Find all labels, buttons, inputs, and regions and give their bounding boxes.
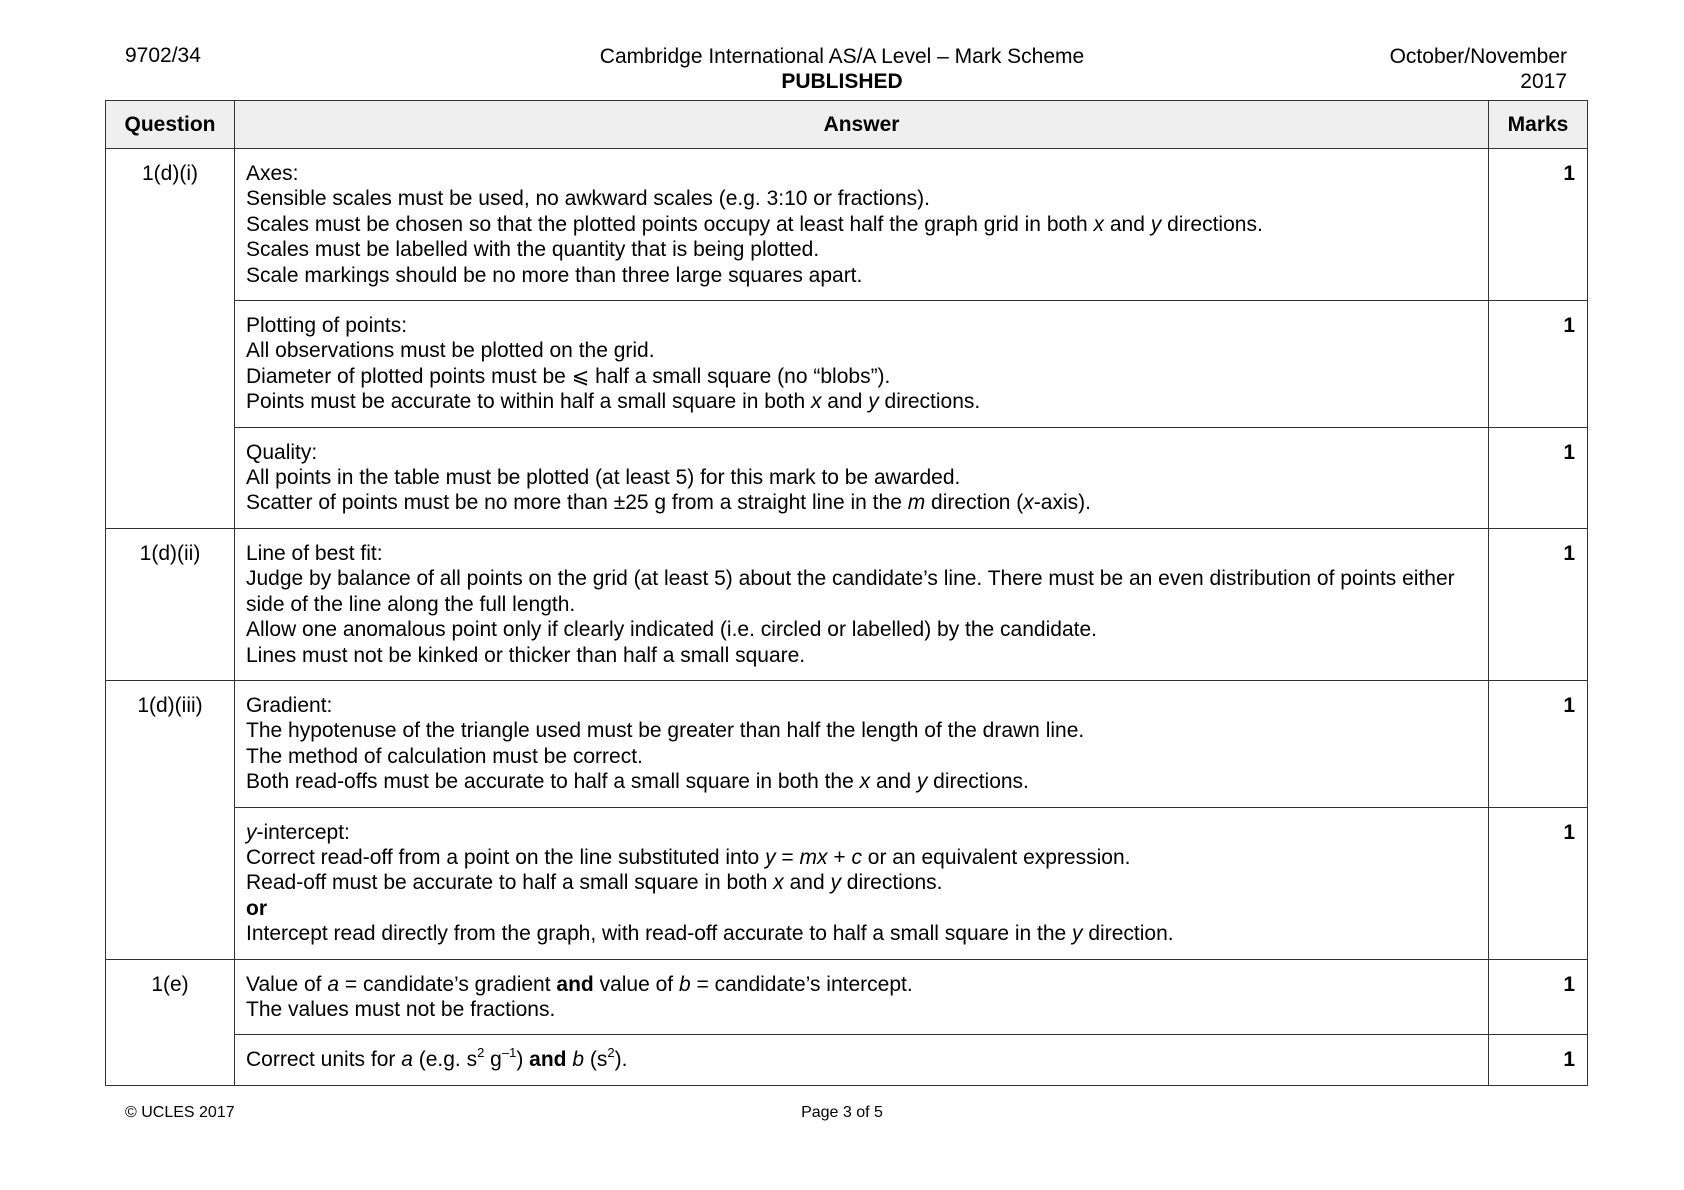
text-run: direction ( [925, 491, 1024, 515]
question-number: 1(d)(iii) [106, 680, 235, 959]
variable-x: x [859, 770, 871, 794]
text-run: Correct read-off from a point on the line substituted into [246, 845, 766, 869]
marks-cell: 1 [1489, 149, 1588, 301]
answer-line [246, 389, 1474, 414]
published-label: PUBLISHED [781, 70, 903, 93]
variable-y: y [1072, 922, 1083, 946]
table-row [106, 528, 1588, 680]
session-year: 2017 [1520, 70, 1567, 93]
answer-line: Axes: [246, 162, 299, 185]
answer-line [246, 820, 1474, 845]
marks-header: Marks [1489, 101, 1588, 149]
text-run: directions. [878, 390, 981, 414]
variable-x: x [810, 390, 822, 414]
question-number: 1(d)(ii) [106, 528, 235, 680]
answer-line [246, 490, 1474, 515]
text-run: direction. [1082, 922, 1174, 946]
text-run: and [870, 770, 917, 794]
text-run: and [1104, 212, 1151, 236]
variable-a: a [327, 972, 340, 996]
table-row [106, 301, 1588, 428]
text-run: + [827, 845, 852, 869]
question-header: Question [106, 101, 235, 149]
table-row [106, 680, 1588, 807]
answer-line: The values must not be fractions. [246, 997, 556, 1021]
text-run: or an equivalent expression. [861, 845, 1131, 869]
answer-line: All observations must be plotted on the grid. [246, 339, 655, 363]
text-run: -intercept: [256, 820, 350, 844]
session-months: October/November [1389, 45, 1567, 68]
answer-line [246, 972, 1474, 997]
text-run: Read-off must be accurate to half a small square in both [246, 871, 774, 895]
answer-line: Diameter of plotted points must be ⩽ half a small square (no “blobs”). [246, 364, 891, 388]
answer-line: The method of calculation must be correct. [246, 744, 643, 768]
answer-line: Gradient: [246, 693, 333, 717]
answer-line: Judge by balance of all points on the grid (at least 5) about the candidate’s line. There must be an even distribution of points either side of the line along the full length. [246, 567, 1455, 616]
text-run: directions. [840, 871, 943, 895]
variable-y: y [868, 390, 879, 414]
text-run: Points must be accurate to within half a small square in both [246, 390, 811, 414]
answer-cell [235, 807, 1489, 959]
answer-line [246, 896, 1474, 921]
answer-line [246, 870, 1474, 895]
variable-x: x [773, 871, 784, 895]
marks-cell: 1 [1489, 680, 1588, 807]
text-run: Intercept read directly from the graph, with read-off accurate to half a small square in the [246, 922, 1073, 946]
answer-line: Allow one anomalous point only if clearly indicated (i.e. circled or labelled) by the candidate. [246, 618, 1097, 642]
text-run: -axis). [1033, 491, 1091, 515]
text-run: Scatter of points must be no more than ±25 g from a straight line in the [246, 491, 908, 515]
variable-y: y [1150, 212, 1162, 236]
answer-line: Plotting of points: [246, 314, 408, 338]
marks-cell: 1 [1489, 301, 1588, 428]
answer-cell [235, 301, 1489, 428]
marks-cell: 1 [1489, 807, 1588, 959]
answer-line [246, 769, 1474, 794]
page-number: Page 3 of 5 [801, 1104, 883, 1121]
variable-c: c [851, 845, 862, 869]
answer-cell [235, 427, 1489, 528]
and-keyword: and [529, 1048, 567, 1072]
text-run: Correct units for [246, 1048, 402, 1072]
variable-y: y [916, 770, 928, 794]
question-number: 1(e) [106, 959, 235, 1085]
copyright-notice: © UCLES 2017 [125, 1104, 235, 1121]
text-run: (e.g. s [412, 1048, 478, 1072]
text-run: directions. [927, 770, 1029, 794]
text-run: ). [614, 1048, 628, 1072]
answer-line: Scales must be labelled with the quantity that is being plotted. [246, 238, 820, 262]
answer-line: Line of best fit: [246, 541, 383, 565]
text-run: Scales must be chosen so that the plotted points occupy at least half the graph grid in both [246, 212, 1094, 236]
variable-x: x [1093, 212, 1105, 236]
variable-m: m [907, 491, 926, 515]
variable-y: y [246, 820, 257, 844]
text-run: = [775, 845, 800, 869]
superscript: 2 [477, 1045, 485, 1061]
answer-line: Quality: [246, 440, 318, 464]
mark-scheme-table [105, 100, 1588, 1086]
marks-cell: 1 [1489, 528, 1588, 680]
text-run: value of [593, 972, 679, 996]
answer-line: The hypotenuse of the triangle used must be greater than half the length of the drawn line. [246, 719, 1085, 743]
text-run: = candidate’s gradient [339, 972, 557, 996]
answer-header: Answer [235, 101, 1489, 149]
text-run: Both read-offs must be accurate to half a small square in both the [246, 770, 860, 794]
marks-cell: 1 [1489, 1035, 1588, 1085]
session [1390, 44, 1567, 94]
variable-a: a [401, 1048, 413, 1072]
variable-mx: mx [799, 845, 828, 869]
superscript: 2 [607, 1045, 615, 1061]
or-keyword: or [246, 896, 267, 920]
answer-line: Scale markings should be no more than three large squares apart. [246, 263, 863, 287]
answer-cell [235, 1035, 1489, 1085]
and-keyword: and [556, 972, 594, 996]
marks-cell: 1 [1489, 427, 1588, 528]
answer-line: Sensible scales must be used, no awkward scales (e.g. 3:10 or fractions). [246, 187, 930, 211]
answer-line: All points in the table must be plotted (at least 5) for this mark to be awarded. [246, 466, 961, 490]
text-run: g [484, 1048, 502, 1072]
answer-cell [235, 149, 1489, 301]
variable-b: b [678, 972, 691, 996]
question-number: 1(d)(i) [106, 149, 235, 529]
marks-cell: 1 [1489, 959, 1588, 1035]
text-run: (s [584, 1048, 608, 1072]
text-run: = candidate’s intercept. [690, 972, 913, 996]
answer-cell [235, 959, 1489, 1035]
text-run: and [821, 390, 869, 414]
answer-cell [235, 528, 1489, 680]
table-header-row [106, 101, 1588, 149]
variable-y: y [765, 845, 776, 869]
table-row [106, 427, 1588, 528]
text-run: ) [516, 1048, 530, 1072]
text-run: and [783, 871, 831, 895]
title-text: Cambridge International AS/A Level – Mark Scheme [599, 45, 1085, 68]
table-row [106, 807, 1588, 959]
paper-code: 9702/34 [125, 44, 201, 67]
text-run: Value of [246, 972, 328, 996]
variable-x: x [1023, 491, 1034, 515]
variable-y: y [830, 871, 841, 895]
answer-line [246, 1047, 1474, 1072]
superscript: –1 [501, 1045, 517, 1061]
answer-cell [235, 680, 1489, 807]
answer-line: Lines must not be kinked or thicker than half a small square. [246, 643, 806, 667]
table-row [106, 149, 1588, 301]
text-run: directions. [1161, 212, 1263, 236]
answer-line [246, 845, 1474, 870]
table-row [106, 959, 1588, 1035]
answer-line [246, 212, 1474, 237]
variable-b: b [572, 1048, 585, 1072]
table-row [106, 1035, 1588, 1085]
answer-line [246, 921, 1474, 946]
